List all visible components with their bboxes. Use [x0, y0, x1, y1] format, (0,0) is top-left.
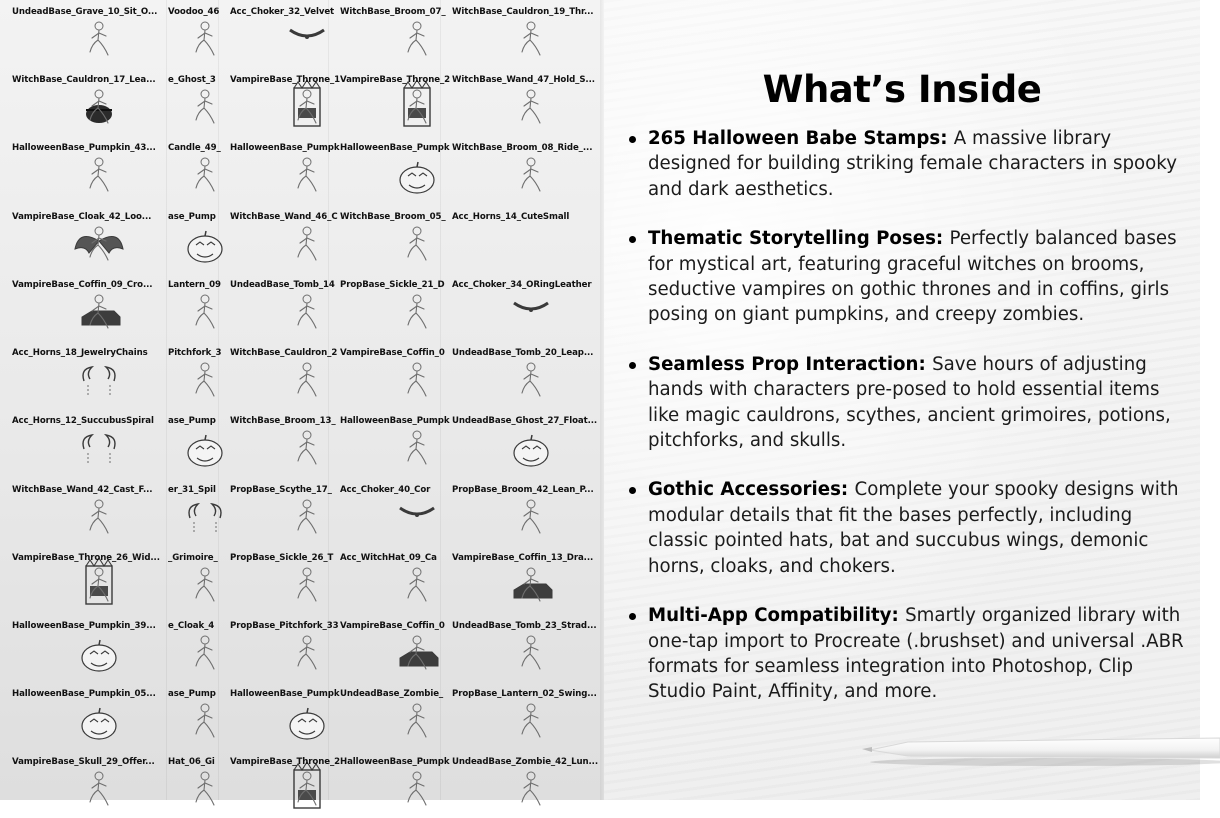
stamp-label: VampireBase_Throne_1 [230, 75, 341, 85]
stamp-label: UndeadBase_Grave_10_Sit_O... [12, 7, 158, 17]
stamp-label: HalloweenBase_Pumpkin_39... [12, 621, 156, 631]
brush-stamp-cell[interactable] [218, 546, 334, 614]
stamp-label: Voodoo_46 [168, 7, 220, 17]
brush-stamp-cell[interactable] [218, 136, 340, 204]
stamp-label: Lantern_09 [168, 280, 221, 290]
stamp-label: VampireBase_Coffin_13_Dra... [452, 553, 594, 563]
stamp-label: UndeadBase_Ghost_27_Float... [452, 416, 598, 426]
brush-stamp-cell[interactable] [328, 0, 446, 68]
stamp-label: PropBase_Scythe_17_ [230, 485, 332, 495]
stamp-label: VampireBase_Cloak_42_Loo... [12, 212, 152, 222]
library-column [166, 0, 222, 800]
brush-stamp-cell[interactable] [218, 273, 335, 341]
brush-library-grid [0, 0, 604, 800]
brush-stamp-cell[interactable] [0, 409, 166, 477]
stamp-label: Acc_Choker_32_Velvet [230, 7, 335, 17]
stamp-label: PropBase_Sickle_21_D [340, 280, 445, 290]
stamp-label: WitchBase_Wand_47_Hold_S... [452, 75, 595, 85]
brush-stamp-cell[interactable] [166, 341, 222, 409]
stamp-label: WitchBase_Broom_07_ [340, 7, 446, 17]
stamp-label: e_Cloak_4 [168, 621, 215, 631]
stamp-label: ase_Pump [168, 416, 216, 426]
stamp-label: UndeadBase_Tomb_20_Leap... [452, 348, 594, 358]
stamp-label: e_Ghost_3 [168, 75, 216, 85]
feature-body: Perfectly balanced bases for mystical art, featuring graceful witches on brooms, seductive vampires on gothic thrones and in coffins, girls posing on giant pumpkins, and creepy zombies. [648, 228, 1177, 326]
stamp-label: VampireBase_Throne_2 [340, 75, 451, 85]
brush-stamp-cell[interactable] [328, 682, 444, 750]
stamp-label: UndeadBase_Tomb_23_Strad... [452, 621, 597, 631]
bullet-icon [629, 236, 636, 243]
feature-item [626, 477, 1186, 579]
feature-item [626, 603, 1186, 705]
brush-stamp-cell[interactable] [328, 750, 450, 818]
brush-stamp-cell[interactable] [166, 0, 218, 68]
brush-stamp-cell[interactable] [0, 0, 166, 68]
stamp-label: UndeadBase_Zombie_42_Lun... [452, 757, 598, 767]
stamp-label: WitchBase_Wand_42_Cast_F... [12, 485, 153, 495]
stamp-label: HalloweenBase_Pumpkin_05... [12, 689, 156, 699]
brush-stamp-cell[interactable] [328, 614, 445, 682]
stamp-label: Acc_WitchHat_09_Ca [340, 553, 437, 563]
library-column [0, 0, 167, 800]
brush-stamp-cell[interactable] [440, 682, 604, 750]
stamp-label: WitchBase_Wand_46_C [230, 212, 338, 222]
brush-stamp-cell[interactable] [328, 546, 440, 614]
feature-list [626, 126, 1186, 729]
brush-stamp-cell[interactable] [0, 682, 166, 750]
brush-stamp-cell[interactable] [218, 0, 335, 68]
brush-stamp-cell[interactable] [166, 205, 218, 273]
brush-stamp-cell[interactable] [440, 341, 604, 409]
brush-stamp-cell[interactable] [218, 409, 336, 477]
stamp-label: VampireBase_Throne_2 [230, 757, 341, 767]
brush-stamp-cell[interactable] [0, 273, 166, 341]
brush-stamp-cell[interactable] [328, 68, 451, 136]
stamp-label: HalloweenBase_Pumpk [340, 143, 450, 153]
feature-heading: Multi-App Compatibility: [648, 605, 906, 627]
stamp-label: UndeadBase_Tomb_14 [230, 280, 335, 290]
brush-stamp-cell[interactable] [440, 68, 604, 136]
stamp-label: Acc_Horns_14_CuteSmall [452, 212, 570, 222]
stamp-label: WitchBase_Broom_13_ [230, 416, 336, 426]
bullet-icon [629, 362, 636, 369]
bullet-icon [629, 613, 636, 620]
brush-stamp-cell[interactable] [218, 614, 339, 682]
stamp-label: ase_Pump [168, 212, 216, 222]
stamp-label: er_31_Spil [168, 485, 216, 495]
stamp-label: VampireBase_Coffin_0 [340, 348, 445, 358]
brush-stamp-cell[interactable] [0, 614, 166, 682]
feature-heading: Gothic Accessories: [648, 479, 855, 501]
stamp-label: Acc_Horns_18_JewelryChains [12, 348, 148, 358]
feature-item [626, 226, 1186, 328]
stamp-label: WitchBase_Cauldron_2 [230, 348, 338, 358]
feature-body: Save hours of adjusting hands with characters pre-posed to hold essential items like magic cauldrons, scythes, ancient grimoires, potions, pitchforks, and skulls. [648, 353, 1171, 452]
feature-heading: Thematic Storytelling Poses: [648, 228, 950, 250]
stamp-label: HalloweenBase_Pumpk [230, 689, 340, 699]
brush-stamp-cell[interactable] [166, 68, 218, 136]
brush-stamp-cell[interactable] [218, 341, 338, 409]
brush-stamp-cell[interactable] [328, 205, 446, 273]
brush-stamp-cell[interactable] [328, 478, 440, 546]
brush-stamp-cell[interactable] [218, 682, 340, 750]
brush-stamp-cell[interactable] [218, 68, 341, 136]
stamp-label: Pitchfork_3 [168, 348, 222, 358]
feature-item [626, 126, 1186, 202]
stamp-label: Candle_49_ [168, 143, 221, 153]
brush-stamp-cell[interactable] [440, 409, 604, 477]
brush-stamp-cell[interactable] [440, 273, 604, 341]
brush-stamp-cell[interactable] [166, 750, 218, 818]
brush-stamp-cell[interactable] [440, 478, 604, 546]
library-column [440, 0, 605, 800]
stamp-label: VampireBase_Throne_26_Wid... [12, 553, 160, 563]
stamp-label: UndeadBase_Zombie_ [340, 689, 444, 699]
stamp-label: Acc_Choker_40_Cor [340, 485, 431, 495]
stamp-label: PropBase_Pitchfork_33 [230, 621, 339, 631]
brush-stamp-cell[interactable] [440, 546, 604, 614]
whats-inside-panel [604, 0, 1200, 800]
brush-stamp-cell[interactable] [166, 478, 218, 546]
stamp-label: PropBase_Broom_42_Lean_P... [452, 485, 594, 495]
stamp-label: Acc_Horns_12_SuccubusSpiral [12, 416, 154, 426]
brush-stamp-cell[interactable] [440, 136, 604, 204]
stamp-label: PropBase_Sickle_26_T [230, 553, 334, 563]
stamp-label: VampireBase_Coffin_0 [340, 621, 445, 631]
brush-stamp-cell[interactable] [166, 614, 218, 682]
stamp-label: VampireBase_Coffin_09_Cro... [12, 280, 153, 290]
stamp-label: HalloweenBase_Pumpk [230, 143, 340, 153]
brush-stamp-cell[interactable] [218, 205, 338, 273]
brush-stamp-cell[interactable] [440, 750, 604, 818]
stamp-label: Hat_06_Gi [168, 757, 215, 767]
stamp-label: VampireBase_Skull_29_Offer... [12, 757, 155, 767]
panel-title: What’s Inside [762, 68, 1042, 111]
stamp-label: PropBase_Lantern_02_Swing... [452, 689, 597, 699]
brush-stamp-cell[interactable] [166, 409, 218, 477]
brush-stamp-cell[interactable] [328, 409, 450, 477]
stamp-label: HalloweenBase_Pumpkin_43... [12, 143, 156, 153]
brush-stamp-cell[interactable] [166, 136, 221, 204]
feature-body: Smartly organized library with one-tap import to Procreate (.brushset) and universal .ABR formats for seamless integration into Photoshop, Clip Studio Paint, Affinity, and more. [648, 605, 1184, 703]
brush-stamp-cell[interactable] [0, 205, 166, 273]
feature-heading: Seamless Prop Interaction: [648, 353, 933, 375]
brush-stamp-cell[interactable] [0, 478, 166, 546]
stamp-label: _Grimoire_ [168, 553, 218, 563]
bullet-icon [629, 136, 636, 143]
stamp-label: HalloweenBase_Pumpk [340, 757, 450, 767]
brush-stamp-cell[interactable] [440, 205, 604, 273]
library-column [328, 0, 451, 800]
brush-stamp-cell[interactable] [166, 682, 218, 750]
feature-body: Complete your spooky designs with modular details that fit the bases perfectly, including classic pointed hats, bat and succubus wings, demonic horns, cloaks, and chokers. [648, 479, 1179, 577]
brush-stamp-cell[interactable] [440, 0, 604, 68]
stamp-label: HalloweenBase_Pumpk [340, 416, 450, 426]
brush-stamp-cell[interactable] [0, 750, 166, 818]
feature-item [626, 352, 1186, 454]
library-column [218, 0, 341, 800]
brush-stamp-cell[interactable] [166, 546, 218, 614]
stamp-label: WitchBase_Cauldron_17_Lea... [12, 75, 156, 85]
brush-stamp-cell[interactable] [218, 750, 341, 818]
brush-stamp-cell[interactable] [440, 614, 604, 682]
stamp-label: WitchBase_Broom_05_ [340, 212, 446, 222]
stamp-label: Acc_Choker_34_ORingLeather [452, 280, 592, 290]
brush-stamp-cell[interactable] [0, 136, 166, 204]
brush-stamp-cell[interactable] [328, 273, 445, 341]
stamp-label: WitchBase_Broom_08_Ride_... [452, 143, 593, 153]
stamp-label: WitchBase_Cauldron_19_Thr... [452, 7, 594, 17]
brush-stamp-cell[interactable] [0, 341, 166, 409]
brush-stamp-cell[interactable] [166, 273, 221, 341]
bullet-icon [629, 487, 636, 494]
brush-stamp-cell[interactable] [0, 68, 166, 136]
stylus-pencil-icon [860, 728, 1220, 768]
brush-stamp-cell[interactable] [0, 546, 166, 614]
brush-stamp-cell[interactable] [328, 136, 450, 204]
brush-stamp-cell[interactable] [328, 341, 445, 409]
feature-heading: 265 Halloween Babe Stamps: [648, 128, 954, 149]
brush-stamp-cell[interactable] [218, 478, 332, 546]
feature-body: A massive library designed for building striking female characters in spooky and dark aesthetics. [648, 128, 1177, 200]
stamp-label: ase_Pump [168, 689, 216, 699]
